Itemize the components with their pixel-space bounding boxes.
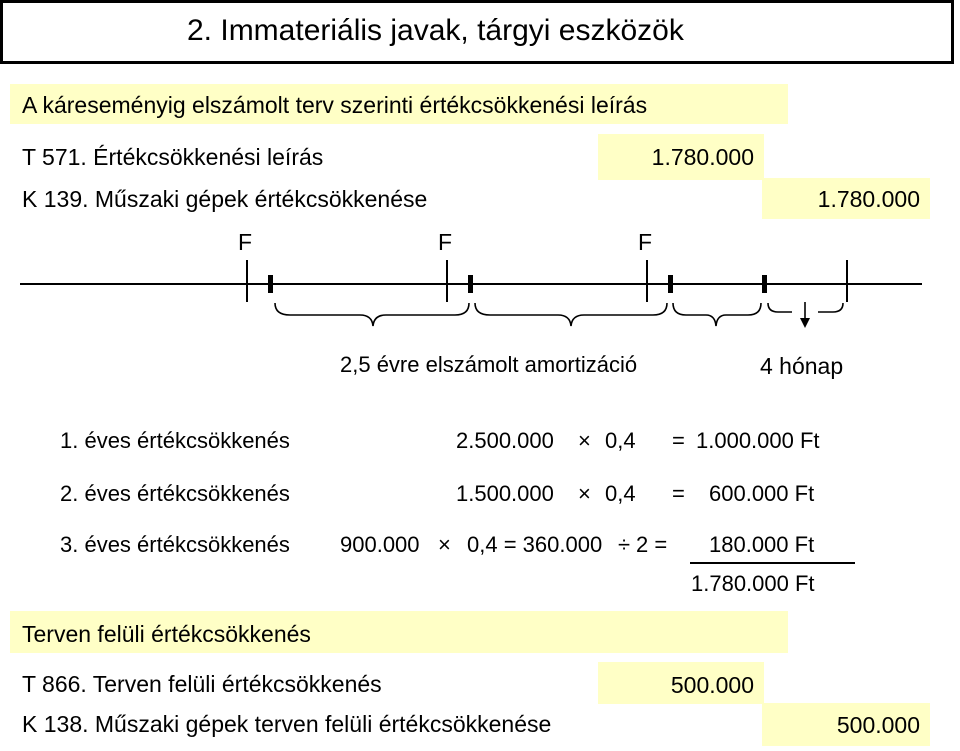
section1-credit-amount: 1.780.000 [817, 186, 920, 212]
calc-row3-base: 900.000 [340, 532, 420, 557]
calc-row1-base: 2.500.000 [456, 428, 554, 453]
section2-heading: Terven felüli értékcsökkenés [22, 621, 311, 647]
page-title: 2. Immateriális javak, tárgyi eszközök [187, 14, 684, 47]
timeline-marker-f-3: F [638, 229, 653, 255]
section1-debit-amount: 1.780.000 [651, 144, 754, 170]
section1-debit-label: T 571. Értékcsökkenési leírás [22, 144, 324, 170]
timeline-year-mark-1 [268, 275, 273, 293]
timeline-brace-2 [475, 303, 667, 326]
calc-row1-rate: 0,4 [605, 428, 636, 453]
timeline-marker-f-1: F [238, 229, 253, 255]
timeline-brace-1 [275, 303, 469, 326]
calc-row3-divide-symbol: ÷ [618, 532, 631, 557]
calc-row3-result: 180.000 Ft [709, 532, 815, 557]
timeline-months-label: 4 hónap [760, 353, 844, 379]
timeline-brace-4-right [818, 303, 843, 312]
section1-heading: A káreseményig elszámolt terv szerinti értékcsökkenési leírás [22, 92, 648, 118]
calc-sum-line [690, 562, 855, 564]
timeline-marker-f-2: F [438, 229, 453, 255]
section1-credit-label: K 139. Műszaki gépek értékcsökkenése [22, 186, 428, 212]
calc-row1-equals: = [672, 428, 685, 453]
calc-row2-equals: = [672, 481, 685, 506]
section2-credit-label: K 138. Műszaki gépek terven felüli értékcsökkenése [22, 711, 552, 737]
timeline-arrow-head [800, 318, 810, 328]
calc-row3-rate: 0,4 = 360.000 [467, 532, 603, 557]
timeline-year-mark-2 [468, 275, 473, 293]
section2-credit-amount: 500.000 [836, 712, 920, 738]
calc-row2-rate: 0,4 [605, 481, 636, 506]
timeline-brace-3 [673, 303, 761, 326]
calc-row3-divisor: 2 = [636, 532, 668, 557]
calc-row2-result: 600.000 Ft [709, 481, 815, 506]
timeline-caption: 2,5 évre elszámolt amortizáció [340, 352, 638, 377]
calc-row1-times-symbol: × [578, 428, 591, 453]
calc-row1-result: 1.000.000 Ft [696, 428, 820, 453]
calc-row3-label: 3. éves értékcsökkenés [60, 532, 290, 557]
timeline-year-mark-4 [762, 275, 767, 293]
calc-total: 1.780.000 Ft [691, 571, 815, 596]
calc-row2-times-symbol: × [578, 481, 591, 506]
calc-row1-label: 1. éves értékcsökkenés [60, 428, 290, 453]
calc-row3-times-symbol: × [438, 532, 451, 557]
calc-row2-label: 2. éves értékcsökkenés [60, 481, 290, 506]
section2-debit-label: T 866. Terven felüli értékcsökkenés [22, 671, 382, 697]
timeline-diagram [0, 220, 960, 360]
section2-debit-amount: 500.000 [670, 672, 754, 698]
timeline-year-mark-3 [668, 275, 673, 293]
timeline-brace-4-left [768, 303, 792, 312]
calc-row2-base: 1.500.000 [456, 481, 554, 506]
